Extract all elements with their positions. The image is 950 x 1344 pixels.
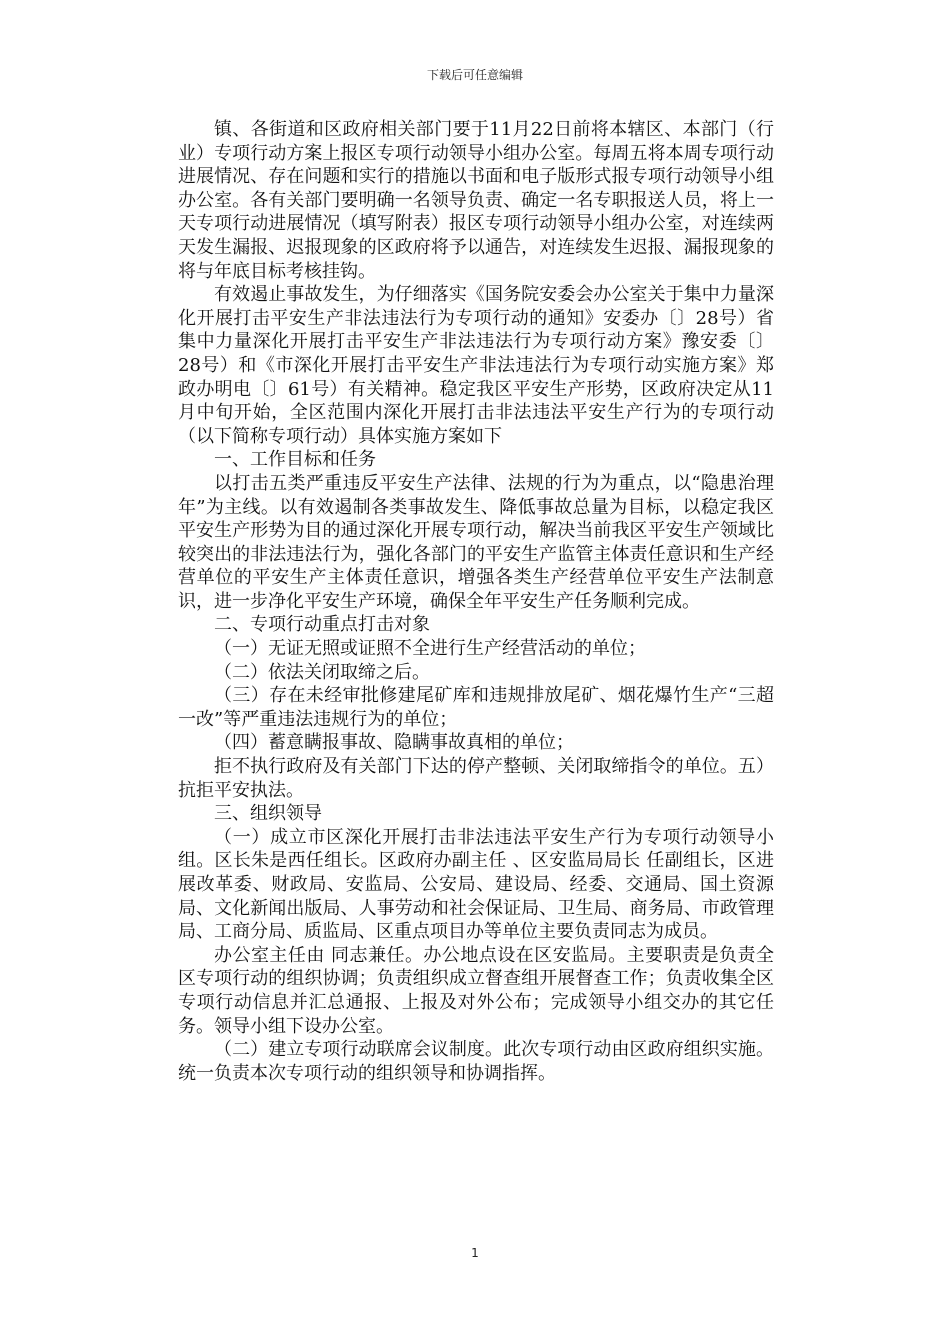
- section-heading-goals: 一、工作目标和任务: [214, 449, 376, 471]
- list-item-target-5: 拒不执行政府及有关部门下达的停产整顿、关闭取缔指令的单位。五）抗拒平安执法。: [178, 756, 774, 801]
- paragraph-purpose: 有效遏止事故发生，为仔细落实《国务院安委会办公室关于集中力量深化开展打击平安生产非法违法行为专项行动的通知》安委办〔〕28号）省集中力量深化开展打击平安生产非法违法行为专项行动方案》豫安委〔〕28号）和《市深化开展打击平安生产非法违法行为专项行动实施方案》郑政办明电〔〕61号）有关精神。稳定我区平安生产形势，区政府决定从11月中旬开始，全区范围内深化开展打击非法违法平安生产行为的专项行动（以下简称专项行动）具体实施方案如下: [178, 284, 774, 447]
- paragraph-joint-meeting: （二）建立专项行动联席会议制度。此次专项行动由区政府组织实施。统一负责本次专项行动的组织领导和协调指挥。: [178, 1039, 774, 1084]
- section-heading-targets: 二、专项行动重点打击对象: [214, 614, 430, 636]
- section-heading-organization: 三、组织领导: [214, 803, 322, 825]
- list-item-target-1: （一）无证无照或证照不全进行生产经营活动的单位；: [214, 638, 646, 660]
- paragraph-leadership-group: （一）成立市区深化开展打击非法违法平安生产行为专项行动领导小组。区长朱是西任组长。区政府办副主任 、区安监局局长 任副组长，区进展改革委、财政局、安监局、公安局、建设局、经委、交通局、国土资源局、文化新闻出版局、人事劳动和社会保证局、卫生局、商务局、市政管理局、工商分局、质监局、区重点项目办等单位主要负责同志为成员。: [178, 826, 774, 943]
- list-item-target-2: （二）依法关闭取缔之后。: [214, 661, 430, 683]
- page-header: 下载后可任意编辑: [426, 68, 523, 82]
- document-body: [178, 118, 774, 1085]
- paragraph-reporting-requirements: 镇、各街道和区政府相关部门要于11月22日前将本辖区、本部门（行业）专项行动方案上报区专项行动领导小组办公室。每周五将本周专项行动进展情况、存在问题和实行的措施以书面和电子版形式报专项行动领导小组办公室。各有关部门要明确一名领导负责、确定一名专职报送人员，将上一天专项行动进展情况（填写附表）报区专项行动领导小组办公室，对连续两天发生漏报、迟报现象的区政府将予以通告，对连续发生迟报、漏报现象的将与年底目标考核挂钩。: [178, 119, 774, 282]
- list-item-target-4: （四）蓄意瞒报事故、隐瞒事故真相的单位；: [214, 732, 574, 754]
- list-item-target-3: （三）存在未经审批修建尾矿库和违规排放尾矿、烟花爆竹生产“三超一改”等严重违法违规行为的单位；: [178, 685, 774, 730]
- paragraph-goals: 以打击五类严重违反平安生产法律、法规的行为为重点，以“隐患治理年”为主线。以有效遏制各类事故发生、降低事故总量为目标，以稳定我区平安生产形势为目的通过深化开展专项行动，解决当前我区平安生产领域比较突出的非法违法行为，强化各部门的平安生产监管主体责任意识和生产经营单位的平安生产主体责任意识，增强各类生产经营单位平安生产法制意识，进一步净化平安生产环境，确保全年平安生产任务顺利完成。: [178, 472, 774, 612]
- paragraph-office: 办公室主任由 同志兼任。办公地点设在区安监局。主要职责是负责全区专项行动的组织协调；负责组织成立督查组开展督查工作；负责收集全区专项行动信息并汇总通报、上报及对外公布；完成领导小组交办的其它任务。领导小组下设办公室。: [178, 944, 774, 1037]
- page-number: 1: [471, 1246, 479, 1260]
